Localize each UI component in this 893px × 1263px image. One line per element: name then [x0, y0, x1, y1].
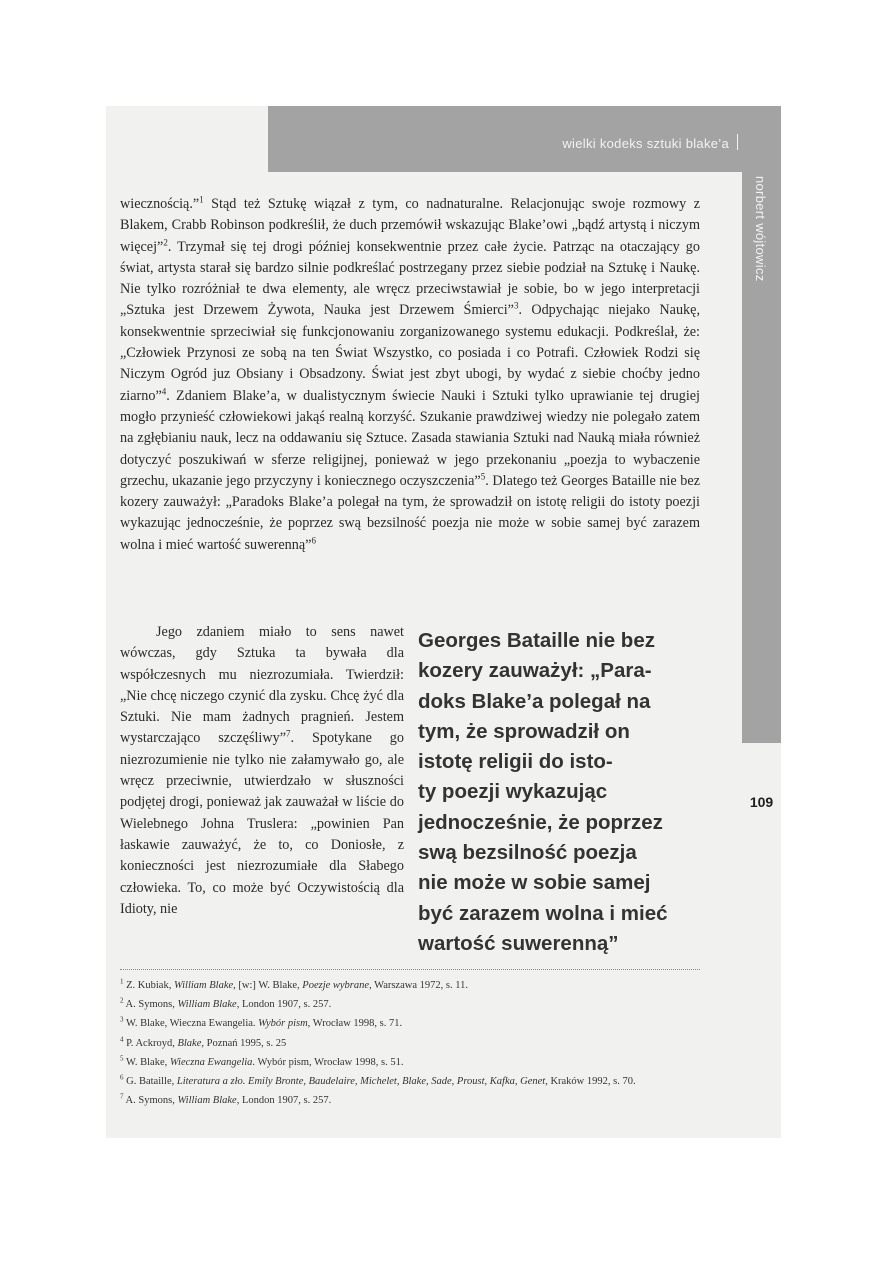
header-band — [268, 106, 781, 172]
pull-quote-line: kozery zauważył: „Para- — [418, 659, 652, 683]
pull-quote-line: Georges Bataille nie bez — [418, 629, 655, 652]
pull-quote-line: swą bezsilność poezja — [418, 841, 637, 865]
footnote-ref: 6 — [311, 535, 316, 546]
running-title: wielki kodeks sztuki blake’a — [562, 136, 729, 151]
pull-quote-line: tym, że sprowadził on — [418, 719, 630, 743]
pull-quote-line: być zarazem wolna i mieć — [418, 901, 668, 925]
author-name: norbert wójtowicz — [753, 176, 768, 282]
pull-quote — [418, 626, 718, 959]
footnote-ref: 7 — [286, 728, 291, 739]
footnote: $^4$ P. Ackroyd, Blake, Poznań 1995, s. 25 — [120, 1035, 287, 1049]
footnote: $^6$ G. Bataille, Literatura a zło. Emily Bronte, Baudelaire, Michelet, Blake, Sade, Proust, Kafka, Genet, Kraków 1992, s. 70. — [120, 1073, 636, 1088]
left-column — [120, 622, 404, 920]
header-separator — [737, 134, 738, 150]
footnote-ref: 2 — [163, 236, 168, 247]
footnote-ref: 4 — [161, 385, 167, 396]
footnote-ref: 3 — [513, 300, 519, 311]
pull-quote-line: doks Blake’a polegał na — [418, 689, 651, 713]
main-text — [120, 194, 700, 556]
footnote: $^2$ A. Symons, William Blake, London 1907, s. 257. — [120, 996, 332, 1011]
pull-quote-line: ty poezji wykazując — [418, 780, 608, 804]
pull-quote-line: istotę religii do isto- — [418, 750, 613, 774]
pull-quote-line: nie może w sobie samej — [418, 871, 651, 895]
pull-quote-line: jednocześnie, że poprzez — [418, 810, 663, 834]
footnote: $^7$ A. Symons, William Blake, London 1907, s. 257. — [120, 1092, 332, 1107]
footnote: $^3$ W. Blake, Wieczna Ewangelia. Wybór pism, Wrocław 1998, s. 71. — [120, 1015, 403, 1030]
page-number: 109 — [749, 794, 774, 810]
book-page — [106, 106, 781, 1138]
footnote-ref: 5 — [480, 471, 486, 482]
footnote: $^1$ Z. Kubiak, William Blake, [w:] W. Blake, Poezje wybrane, Warszawa 1972, s. 11. — [120, 977, 468, 991]
footnote-divider — [120, 969, 700, 970]
footnote: $^5$ W. Blake, Wieczna Ewangelia. Wybór pism, Wrocław 1998, s. 51. — [120, 1054, 404, 1068]
paragraph-2: Jego zdaniem miało to sens nawet wówczas, gdy Sztuka ta bywała dla współczesnych mu niezrozumiała. Twierdził: „Nie chcę niczego czynić dla zysku. Chcę żyć dla Sztuki. Nie mam żadnych pragnień. Jestem wystarczająco szczęśliwy”$^7$. Spotykane go niezrozumienie nie tylko nie załamywało go, ale wręcz przeciwnie, utwierdzało w słuszności podjętej drogi, ponieważ jak zauważał w liście do Wielebnego Johna Truslera: „powinien Pan łaskawie zauważyć, że to, co Doniosłe, z konieczności jest niezrozumiałe dla Słabego człowieka. To, co może być Oczywistością dla Idioty, nie — [120, 624, 404, 917]
footnotes — [120, 976, 720, 1110]
pull-quote-line: wartość suwerenną” — [418, 931, 619, 955]
footnote-ref: 1 — [199, 194, 204, 205]
paragraph-1: wiecznością.”$^1$ Stąd też Sztukę wiązał z tym, co nadnaturalne. Relacjonując swoje rozmowy z Blakem, Crabb Robinson podkreślił, że duch przemówił wskazując Blake’owi „bądź artystą i niczym więcej”$^2$. Trzymał się tej drogi później konsekwentnie przez całe życie. Patrząc na otaczający go świat, artysta starał się bardzo silnie podkreślać postrzegany przez siebie podział na Sztukę i Naukę. Nie tylko rozróżniał te dwa elementy, ale wręcz przeciwstawiał je sobie, bo w jego interpretacji „Sztuka jest Drzewem Żywota, Nauka jest Drzewem Śmierci”$^3$. Odpychając niejako Naukę, konsekwentnie sprzeciwiał się funkcjonowaniu zorganizowanego systemu edukacji. Podkreślał, że: „Człowiek Przynosi ze sobą na ten Świat Wszystko, co posiada i co Potrafi. Człowiek Rodzi się Niczym Ogród juz Obsiany i Obsadzony. Świat jest zbyt ubogi, by wydać z siebie choćby jedno ziarno”$^4$. Zdaniem Blake’a, w dualistycznym świecie Nauki i Sztuki tylko uprawianie tej drugiej mogło przynieść człowiekowi jakąś realną korzyść. Szukanie prawdziwej wiedzy nie polegało zatem na zgłębianiu nauk, lecz na oddawaniu się Sztuce. Zasada stawiania Sztuki nad Nauką miała również dotyczyć poszukiwań w sferze religijnej, ponieważ w jego przekonaniu „poezja to wybaczenie grzechu, ukazanie jego przyczyny i koniecznego oczyszczenia”$^5$. Dlatego też Georges Bataille nie bez kozery zauważył: „Paradoks Blake’a polegał na tym, że sprowadził on istotę religii do istoty poezji wykazując jednocześnie, że poprzez swą bezsilność poezja nie może w sobie samej być zarazem wolna i mieć wartość suwerenną”$^6$ — [120, 194, 700, 553]
side-author — [754, 176, 770, 326]
